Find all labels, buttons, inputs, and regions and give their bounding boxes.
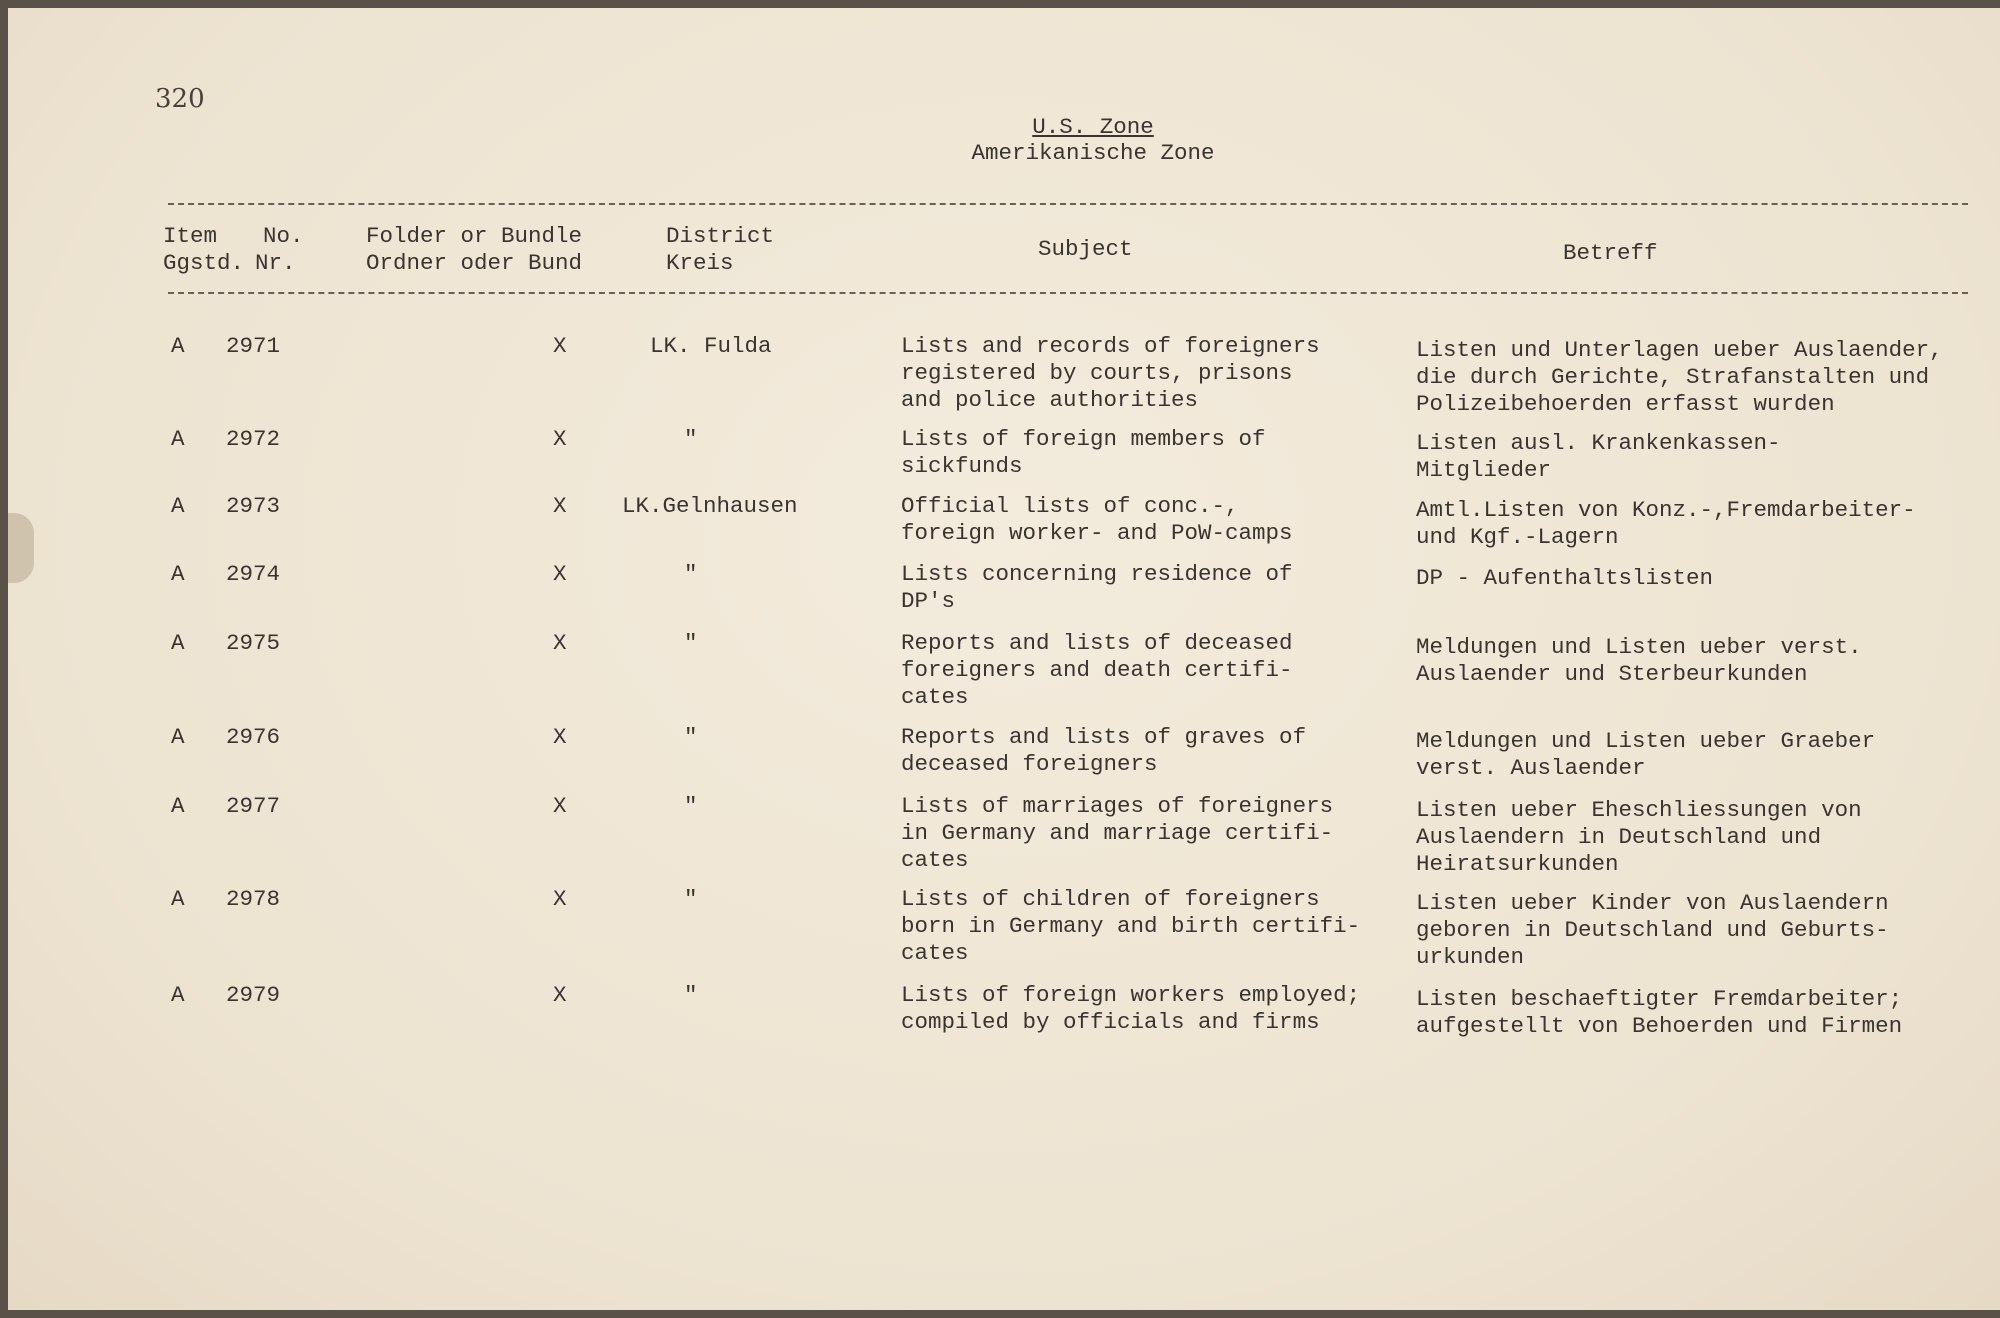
row-subject: Lists of marriages of foreigners in Germany and marriage certifi- cates: [901, 793, 1334, 873]
row-number: 2977: [226, 793, 281, 819]
row-district: ": [684, 982, 698, 1008]
row-folder-mark: X: [553, 886, 567, 912]
row-folder-mark: X: [553, 724, 567, 750]
header-subject: Subject: [1038, 236, 1133, 262]
header-district: District: [666, 223, 775, 249]
row-subject: Reports and lists of graves of deceased foreigners: [901, 724, 1307, 777]
title-en: U.S. Zone: [1032, 114, 1154, 140]
row-folder-mark: X: [553, 630, 567, 656]
row-number: 2973: [226, 493, 281, 519]
row-item: A: [171, 793, 185, 819]
header-district-de: Kreis: [666, 250, 734, 276]
row-betreff: Listen und Unterlagen ueber Auslaender, die durch Gerichte, Strafanstalten und Polizeibehoerden erfasst wurden: [1416, 337, 1943, 417]
row-item: A: [171, 886, 185, 912]
row-district: ": [684, 630, 698, 656]
row-folder-mark: X: [553, 982, 567, 1008]
row-folder-mark: X: [553, 793, 567, 819]
row-number: 2974: [226, 561, 281, 587]
row-item: A: [171, 630, 185, 656]
row-betreff: Listen beschaeftigter Fremdarbeiter; aufgestellt von Behoerden und Firmen: [1416, 986, 1903, 1039]
binder-tab: [8, 513, 34, 583]
row-district: LK.Gelnhausen: [622, 493, 798, 519]
header-bottom-rule: [168, 292, 1968, 294]
row-item: A: [171, 333, 185, 359]
row-subject: Lists of foreign workers employed; compiled by officials and firms: [901, 982, 1361, 1035]
header-folder: Folder or Bundle: [366, 223, 583, 249]
row-district: ": [684, 886, 698, 912]
row-subject: Lists of foreign members of sickfunds: [901, 426, 1266, 479]
row-item: A: [171, 982, 185, 1008]
row-betreff: Meldungen und Listen ueber Graeber verst. Auslaender: [1416, 728, 1876, 781]
row-item: A: [171, 561, 185, 587]
row-betreff: Amtl.Listen von Konz.-,Fremdarbeiter- und Kgf.-Lagern: [1416, 497, 1916, 550]
row-item: A: [171, 724, 185, 750]
header-no-de: Nr.: [255, 250, 296, 276]
row-betreff: Listen ueber Kinder von Auslaendern geboren in Deutschland und Geburts- urkunden: [1416, 890, 1889, 970]
row-number: 2979: [226, 982, 281, 1008]
header-top-rule: [168, 203, 1968, 205]
row-subject: Reports and lists of deceased foreigners and death certifi- cates: [901, 630, 1293, 710]
row-betreff: Listen ueber Eheschliessungen von Auslaendern in Deutschland und Heiratsurkunden: [1416, 797, 1862, 877]
header-folder-de: Ordner oder Bund: [366, 250, 583, 276]
row-district: ": [684, 793, 698, 819]
row-betreff: DP - Aufenthaltslisten: [1416, 565, 1714, 591]
row-number: 2975: [226, 630, 281, 656]
row-number: 2972: [226, 426, 281, 452]
row-district: ": [684, 724, 698, 750]
row-item: A: [171, 426, 185, 452]
row-subject: Lists of children of foreigners born in Germany and birth certifi- cates: [901, 886, 1361, 966]
header-item-de: Ggstd.: [163, 250, 245, 276]
row-betreff: Meldungen und Listen ueber verst. Auslaender und Sterbeurkunden: [1416, 634, 1862, 687]
row-subject: Lists concerning residence of DP's: [901, 561, 1293, 614]
row-subject: Lists and records of foreigners registered by courts, prisons and police authorities: [901, 333, 1320, 413]
title-de: Amerikanische Zone: [971, 140, 1215, 166]
row-number: 2971: [226, 333, 281, 359]
row-district: ": [684, 561, 698, 587]
row-betreff: Listen ausl. Krankenkassen- Mitglieder: [1416, 430, 1781, 483]
row-number: 2978: [226, 886, 281, 912]
header-betreff: Betreff: [1563, 240, 1658, 266]
row-district: LK. Fulda: [650, 333, 772, 359]
row-folder-mark: X: [553, 426, 567, 452]
header-item: Item: [163, 223, 218, 249]
row-district: ": [684, 426, 698, 452]
page-number: 320: [155, 84, 205, 114]
row-subject: Official lists of conc.-, foreign worker- and PoW-camps: [901, 493, 1293, 546]
document-page: [8, 8, 2000, 1310]
row-folder-mark: X: [553, 561, 567, 587]
row-folder-mark: X: [553, 493, 567, 519]
header-no: No.: [263, 223, 304, 249]
row-item: A: [171, 493, 185, 519]
row-folder-mark: X: [553, 333, 567, 359]
row-number: 2976: [226, 724, 281, 750]
